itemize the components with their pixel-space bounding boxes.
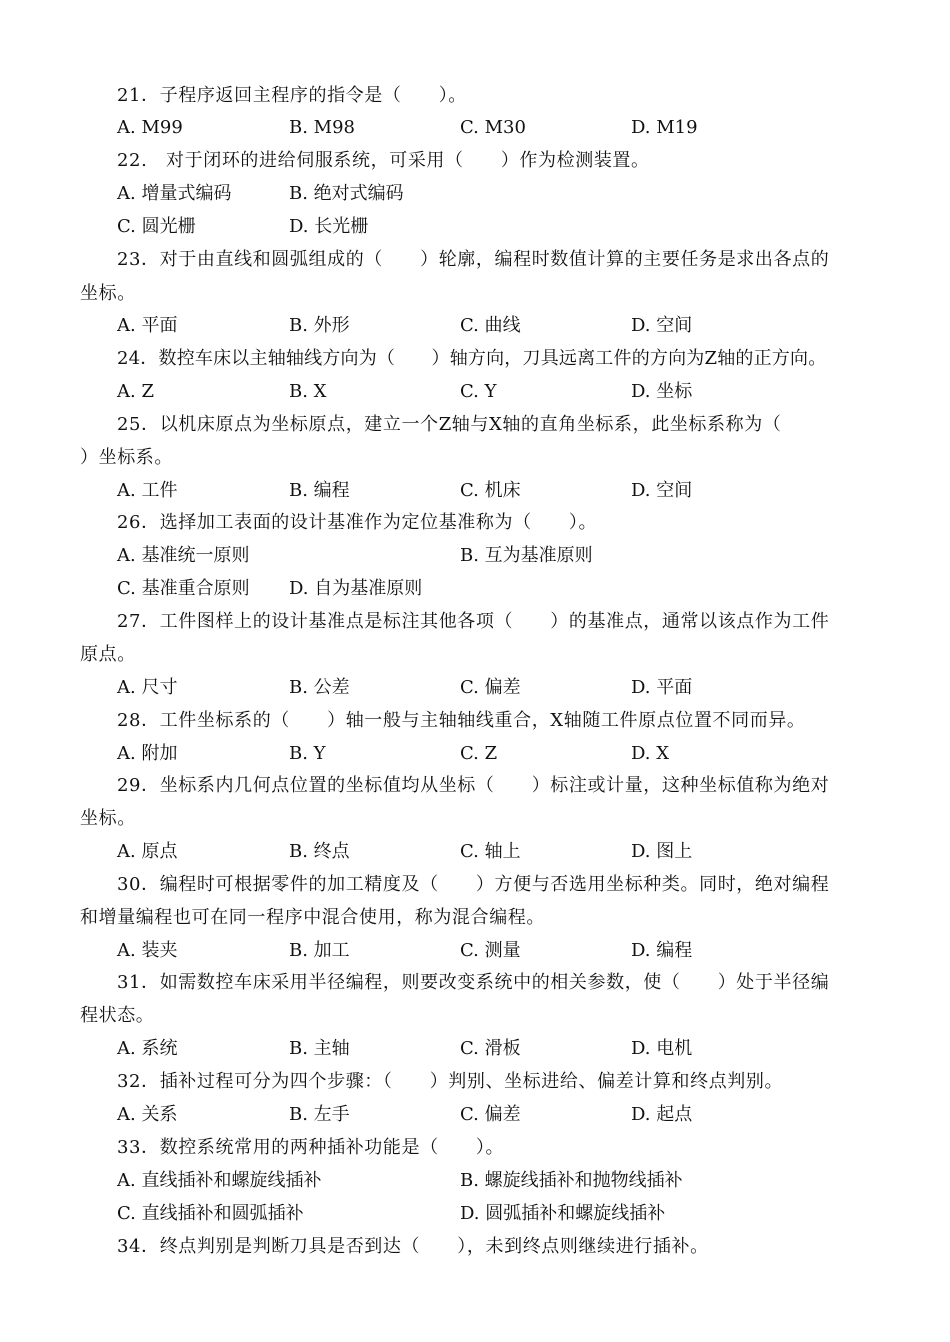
option-d: D. 电机 [631,1038,693,1059]
question-28-stem: 28．工件坐标系的（ ）轴一般与主轴轴线重合，X轴随工件原点位置不同而异。 [117,710,806,731]
option-c: C. 偏差 [460,677,521,698]
question-29-options [0,835,950,868]
question-27-options [0,671,950,704]
option-b: B. 螺旋线插补和抛物线插补 [460,1170,683,1191]
option-a: A. 关系 [117,1104,178,1125]
question-26-options-row1 [0,539,950,572]
question-24-options [0,375,950,408]
question-31-stem: 31．如需数控车床采用半径编程，则要改变系统中的相关参数，使（ ）处于半径编 [117,972,830,993]
question-23-options [0,309,950,342]
option-c: C. 测量 [460,940,521,961]
question-24-stem: 24．数控车床以主轴轴线方向为（ ）轴方向，刀具远离工件的方向为Z轴的正方向。 [117,348,827,369]
question-22-options-row2 [0,210,950,243]
option-a: A. 系统 [117,1038,178,1059]
option-a: A. 装夹 [117,940,178,961]
option-a: A. 附加 [117,743,178,764]
option-a: A. 增量式编码 [117,183,232,204]
option-d: D. 编程 [631,940,693,961]
option-b: B. X [289,381,327,402]
option-b: B. 左手 [289,1104,350,1125]
option-d: D. 长光栅 [289,216,369,237]
option-b: B. 公差 [289,677,350,698]
question-21-stem: 21．子程序返回主程序的指令是（ ）。 [117,85,467,106]
option-d: D. 图上 [631,841,693,862]
option-d: D. 自为基准原则 [289,578,423,599]
option-c: C. 轴上 [460,841,521,862]
option-c: C. Z [460,743,498,764]
question-26-stem: 26．选择加工表面的设计基准作为定位基准称为（ ）。 [117,512,598,533]
option-c: C. 滑板 [460,1038,521,1059]
option-d: D. 空间 [631,480,693,501]
option-a: A. Z [117,381,154,402]
option-b: B. 加工 [289,940,350,961]
option-c: C. 直线插补和圆弧插补 [117,1203,304,1224]
question-26-options-row2 [0,572,950,605]
question-27-stem: 27．工件图样上的设计基准点是标注其他各项（ ）的基准点，通常以该点作为工件 [117,611,830,632]
option-b: B. M98 [289,117,356,138]
question-30-stem-cont: 和增量编程也可在同一程序中混合使用，称为混合编程。 [80,907,545,928]
option-c: C. M30 [460,117,526,138]
question-30-stem: 30．编程时可根据零件的加工精度及（ ）方便与否选用坐标种类。同时，绝对编程 [117,874,830,895]
option-d: D. 平面 [631,677,693,698]
option-a: A. 尺寸 [117,677,178,698]
question-32-stem: 32．插补过程可分为四个步骤：（ ）判别、坐标进给、偏差计算和终点判别。 [117,1071,784,1092]
question-30-options [0,934,950,967]
question-33-stem: 33．数控系统常用的两种插补功能是（ ）。 [117,1137,505,1158]
option-b: B. 终点 [289,841,350,862]
option-c: C. Y [460,381,497,402]
question-23-stem-cont: 坐标。 [80,283,136,304]
question-27-stem-cont: 原点。 [80,644,136,665]
question-22-options-row1 [0,177,950,210]
option-c: C. 圆光栅 [117,216,196,237]
option-d: D. 圆弧插补和螺旋线插补 [460,1203,666,1224]
option-d: D. X [631,743,670,764]
option-d: D. 起点 [631,1104,693,1125]
question-33-options-row2 [0,1197,950,1230]
option-b: B. 主轴 [289,1038,350,1059]
option-d: D. 空间 [631,315,693,336]
option-c: C. 机床 [460,480,521,501]
option-c: C. 偏差 [460,1104,521,1125]
option-b: B. 编程 [289,480,350,501]
question-25-stem: 25．以机床原点为坐标原点，建立一个Z轴与X轴的直角坐标系，此坐标系称为（ [117,414,782,435]
option-a: A. 基准统一原则 [117,545,250,566]
option-b: B. 外形 [289,315,350,336]
option-d: D. 坐标 [631,381,693,402]
option-b: B. Y [289,743,326,764]
option-c: C. 基准重合原则 [117,578,250,599]
question-31-options [0,1032,950,1065]
question-34-stem: 34．终点判别是判断刀具是否到达（ ），未到终点则继续进行插补。 [117,1236,709,1257]
option-a: A. 直线插补和螺旋线插补 [117,1170,322,1191]
option-c: C. 曲线 [460,315,521,336]
question-23-stem: 23．对于由直线和圆弧组成的（ ）轮廓，编程时数值计算的主要任务是求出各点的 [117,249,830,270]
question-25-options [0,474,950,507]
question-25-stem-cont: ）坐标系。 [80,447,173,468]
question-31-stem-cont: 程状态。 [80,1005,155,1026]
question-29-stem-cont: 坐标。 [80,808,136,829]
option-a: A. 工件 [117,480,178,501]
option-a: A. M99 [117,117,183,138]
option-b: B. 互为基准原则 [460,545,593,566]
question-32-options [0,1098,950,1131]
question-21-options [0,111,950,144]
option-a: A. 平面 [117,315,178,336]
option-a: A. 原点 [117,841,178,862]
question-28-options [0,737,950,770]
option-d: D. M19 [631,117,698,138]
question-29-stem: 29．坐标系内几何点位置的坐标值均从坐标（ ）标注或计量，这种坐标值称为绝对 [117,775,830,796]
option-b: B. 绝对式编码 [289,183,404,204]
question-22-stem: 22. 对于闭环的进给伺服系统，可采用（ ）作为检测装置。 [117,150,650,171]
question-33-options-row1 [0,1164,950,1197]
